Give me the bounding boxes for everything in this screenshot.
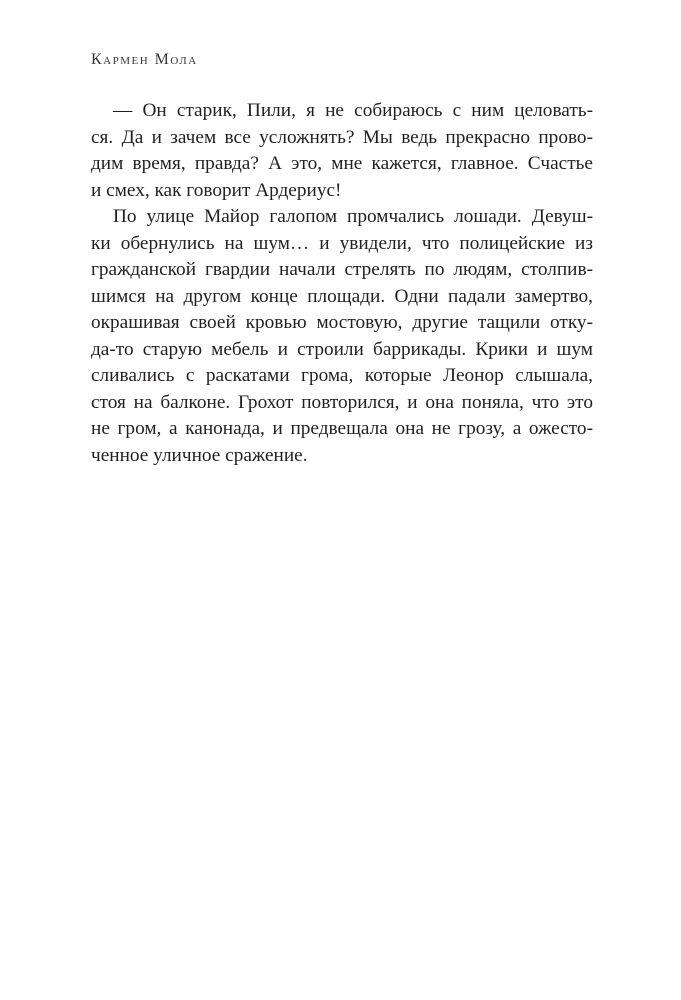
paragraph bbox=[91, 204, 593, 469]
text-line: — Он старик, Пили, я не собираюсь с ним целовать- bbox=[113, 100, 593, 121]
text-line: окрашивая своей кровью мостовую, другие тащили отку- bbox=[91, 312, 593, 333]
text-line: да-то старую мебель и строили баррикады. Крики и шум bbox=[91, 338, 593, 360]
running-head-author: Кармен Мола bbox=[91, 51, 198, 68]
text-line: шимся на другом конце площади. Одни падали замертво, bbox=[91, 285, 593, 307]
paragraph bbox=[91, 98, 593, 204]
body-text bbox=[91, 98, 593, 469]
text-line: гражданской гвардии начали стрелять по людям, столпив- bbox=[91, 259, 593, 280]
text-line: ся. Да и зачем все усложнять? Мы ведь прекрасно прово- bbox=[91, 126, 593, 148]
text-line: дим время, правда? А это, мне кажется, главное. Счастье bbox=[91, 153, 593, 174]
text-line: стоя на балконе. Грохот повторился, и она поняла, что это bbox=[91, 391, 593, 413]
text-line: ченное уличное сражение. bbox=[91, 444, 308, 466]
text-line: ки обернулись на шум… и увидели, что полицейские из bbox=[91, 232, 593, 254]
text-line: По улице Майор галопом промчались лошади. Девуш- bbox=[113, 206, 593, 227]
text-line: сливались с раскатами грома, которые Леонор слышала, bbox=[91, 365, 593, 386]
text-line: и смех, как говорит Ардериус! bbox=[91, 179, 342, 201]
text-line: не гром, а канонада, и предвещала она не грозу, а ожесто- bbox=[91, 418, 593, 439]
